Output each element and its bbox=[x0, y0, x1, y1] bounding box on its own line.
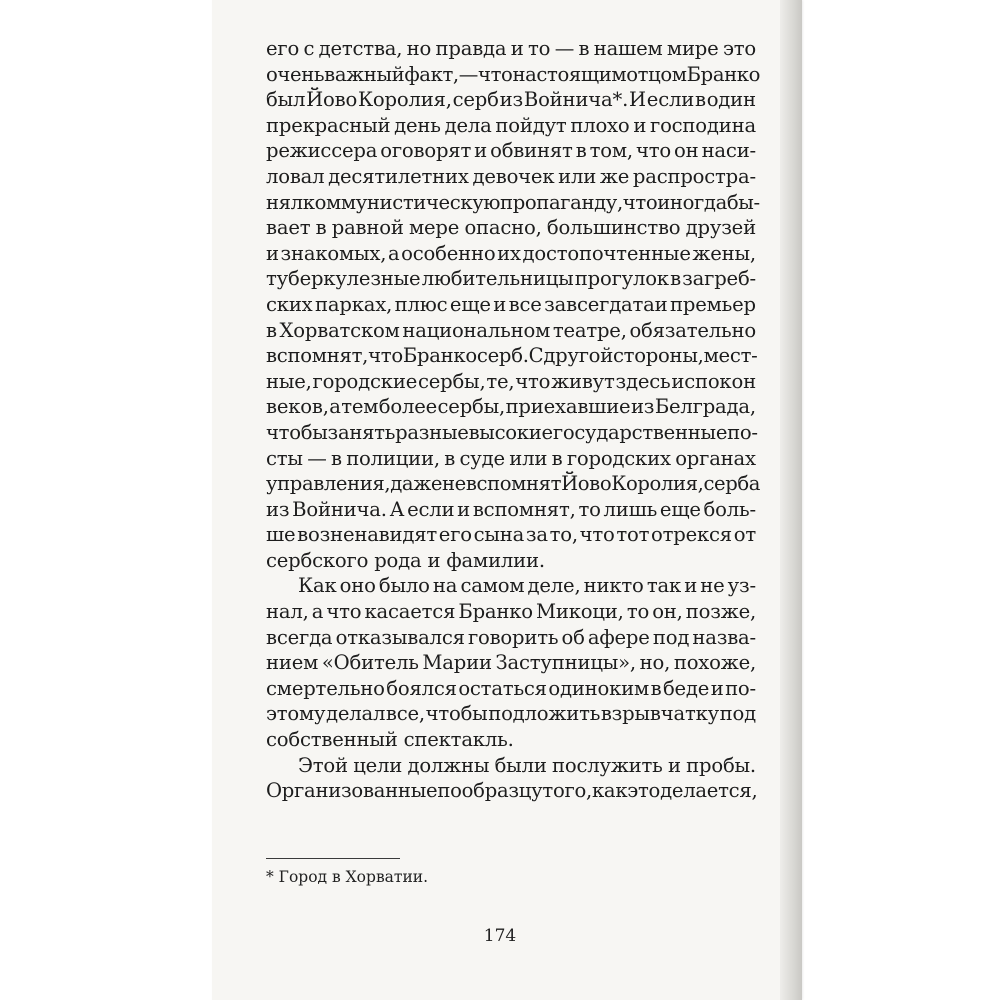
word: еще bbox=[449, 292, 491, 316]
text-line bbox=[266, 394, 756, 420]
word: от bbox=[733, 523, 756, 547]
word: за bbox=[525, 523, 548, 547]
word: обязательно bbox=[629, 318, 756, 342]
word: Войнича*. bbox=[523, 88, 629, 112]
word: в bbox=[551, 446, 563, 470]
word: другой bbox=[543, 344, 613, 368]
word: и bbox=[633, 113, 647, 137]
text-line bbox=[266, 420, 756, 446]
text-line bbox=[266, 778, 756, 804]
word: более bbox=[378, 395, 438, 419]
word: полиции, bbox=[346, 446, 440, 470]
word: все bbox=[508, 292, 542, 316]
text-line bbox=[266, 446, 756, 472]
paragraph-start-line bbox=[266, 573, 756, 599]
word: взрывчатку bbox=[600, 702, 719, 726]
word: назва- bbox=[692, 625, 756, 649]
word: оно bbox=[339, 574, 376, 598]
word: Марии bbox=[422, 651, 492, 675]
word: боль- bbox=[703, 497, 756, 521]
word: и bbox=[667, 753, 681, 777]
word: вспомнят, bbox=[266, 344, 369, 368]
word: ше bbox=[266, 523, 296, 547]
word: что bbox=[368, 344, 403, 368]
word: об bbox=[561, 625, 585, 649]
word: Микоци, bbox=[536, 600, 624, 624]
word: деле, bbox=[527, 574, 581, 598]
word: в bbox=[330, 446, 342, 470]
word: — bbox=[458, 62, 478, 86]
word: он, bbox=[652, 600, 683, 624]
text-line bbox=[266, 522, 756, 548]
word: плохо bbox=[570, 113, 630, 137]
word: ные, bbox=[266, 369, 312, 393]
word: то bbox=[578, 497, 601, 521]
word: послужить bbox=[552, 753, 663, 777]
word: стороны, bbox=[612, 344, 704, 368]
word: коммунистическую bbox=[302, 190, 501, 214]
word: десятилетних bbox=[328, 164, 469, 188]
word: мире bbox=[666, 37, 719, 60]
word: по bbox=[437, 779, 462, 803]
word: лишь bbox=[603, 497, 658, 521]
body-text bbox=[266, 36, 761, 804]
word: было bbox=[378, 574, 430, 598]
word: самом bbox=[460, 574, 525, 598]
word: С bbox=[528, 344, 544, 368]
word: их bbox=[497, 241, 521, 265]
word: пропаганду, bbox=[500, 190, 623, 214]
word: господина bbox=[650, 113, 756, 137]
word: — bbox=[554, 37, 575, 60]
word: то, bbox=[549, 523, 578, 547]
page-number: 174 bbox=[483, 926, 517, 946]
word: друзей bbox=[685, 216, 756, 240]
word: если bbox=[646, 88, 695, 112]
word: большинство bbox=[546, 216, 681, 240]
text-line bbox=[266, 318, 756, 344]
word: разные bbox=[395, 420, 469, 444]
word: афере bbox=[587, 625, 650, 649]
word: он bbox=[674, 139, 699, 163]
word: серба bbox=[703, 472, 761, 496]
word: из bbox=[499, 88, 523, 112]
word: но bbox=[406, 37, 432, 60]
word: режиссера bbox=[266, 139, 378, 163]
word: Йово bbox=[561, 472, 612, 496]
word: что bbox=[326, 600, 362, 624]
word: И bbox=[629, 88, 646, 112]
text-line bbox=[266, 650, 756, 676]
word: одиноким bbox=[548, 676, 650, 700]
word: мере bbox=[408, 216, 460, 240]
word: дела bbox=[444, 113, 492, 137]
word: Белграда, bbox=[654, 395, 756, 419]
word: то bbox=[626, 600, 650, 624]
word: распростра- bbox=[632, 164, 756, 188]
word: мест- bbox=[703, 344, 758, 368]
word: Этой bbox=[298, 753, 348, 777]
word: ских bbox=[266, 292, 313, 316]
word: детства, bbox=[318, 37, 403, 60]
word: должны bbox=[407, 753, 490, 777]
word: обвинят bbox=[490, 139, 573, 163]
word: даже bbox=[390, 472, 443, 496]
word: в bbox=[670, 267, 681, 291]
word: опасно, bbox=[464, 216, 542, 240]
word: государственные bbox=[552, 420, 728, 444]
word: что bbox=[622, 190, 658, 214]
word: уз- bbox=[727, 574, 756, 598]
footnote-divider bbox=[266, 858, 400, 859]
word: Бранко bbox=[686, 62, 761, 86]
word: вспомнят bbox=[465, 472, 562, 496]
word: чтобы bbox=[425, 702, 488, 726]
word: были bbox=[494, 753, 547, 777]
word: достопочтенные bbox=[522, 241, 691, 265]
word: не bbox=[700, 574, 725, 598]
word: Заступницы», bbox=[495, 651, 636, 675]
word: похоже, bbox=[673, 651, 756, 675]
word: туберкулезные bbox=[266, 267, 421, 291]
word: в bbox=[578, 37, 590, 60]
word: под bbox=[652, 625, 690, 649]
word: в bbox=[575, 139, 587, 163]
paragraph-end-line: сербского рода и фамилии. bbox=[266, 548, 545, 572]
word: и bbox=[493, 292, 507, 316]
word: бы- bbox=[726, 190, 760, 214]
word: его bbox=[266, 37, 300, 60]
word: отрекся bbox=[651, 523, 732, 547]
word: и bbox=[684, 574, 698, 598]
text-line bbox=[266, 164, 756, 190]
word: под bbox=[719, 702, 756, 726]
word: сербы, bbox=[437, 395, 506, 419]
word: в bbox=[315, 216, 327, 240]
text-line bbox=[266, 87, 756, 113]
word: особенно bbox=[401, 241, 496, 265]
word: те, bbox=[486, 369, 515, 393]
word: смертельно bbox=[266, 676, 385, 700]
word: и bbox=[474, 139, 488, 163]
word: же bbox=[599, 164, 630, 188]
word: веков, bbox=[266, 395, 329, 419]
word: тем bbox=[341, 395, 379, 419]
word: всегда bbox=[266, 625, 333, 649]
word: ловал bbox=[266, 164, 325, 188]
word: то bbox=[528, 37, 551, 60]
word: так bbox=[646, 574, 682, 598]
word: в bbox=[694, 88, 706, 112]
word: говорить bbox=[467, 625, 559, 649]
word: жены, bbox=[692, 241, 756, 265]
word: плюс bbox=[394, 292, 448, 316]
word: Войнича. bbox=[292, 497, 387, 521]
word: Йово bbox=[306, 88, 358, 112]
word: если bbox=[407, 497, 455, 521]
text-line bbox=[266, 138, 756, 164]
word: факт, bbox=[404, 62, 459, 86]
text-line bbox=[266, 701, 756, 727]
word: настоящим bbox=[512, 62, 627, 86]
word: премьер bbox=[670, 292, 756, 316]
word: возненавидят bbox=[297, 523, 438, 547]
word: или bbox=[509, 446, 548, 470]
word: и bbox=[266, 241, 279, 265]
word: театре, bbox=[552, 318, 627, 342]
text-line bbox=[266, 215, 756, 241]
word: его bbox=[438, 523, 472, 547]
word: прогулок bbox=[574, 267, 669, 291]
text-line bbox=[266, 676, 756, 702]
footnote: * Город в Хорватии. bbox=[266, 868, 429, 886]
word: городские bbox=[312, 369, 418, 393]
word: и bbox=[457, 497, 471, 521]
text-line bbox=[266, 343, 756, 369]
word: управления, bbox=[266, 472, 391, 496]
word: Хорватском bbox=[279, 318, 400, 342]
word: это bbox=[722, 37, 756, 60]
word: из bbox=[266, 497, 290, 521]
paragraph-start-line bbox=[266, 753, 756, 779]
word: нием bbox=[266, 651, 319, 675]
word: — bbox=[307, 446, 327, 470]
word: здесь bbox=[615, 369, 671, 393]
word: остаться bbox=[458, 676, 547, 700]
word: с bbox=[303, 37, 315, 60]
word: образцу bbox=[461, 779, 543, 803]
text-line bbox=[266, 62, 761, 88]
word: Королия, bbox=[611, 472, 704, 496]
word: подложить bbox=[488, 702, 601, 726]
text-line bbox=[266, 625, 756, 651]
word: а bbox=[388, 241, 400, 265]
word: важный bbox=[324, 62, 405, 86]
word: пробы. bbox=[686, 753, 756, 777]
word: любительницы bbox=[421, 267, 574, 291]
word: боялся bbox=[386, 676, 457, 700]
word: или bbox=[558, 164, 597, 188]
word: а bbox=[329, 395, 341, 419]
word: органах bbox=[675, 446, 756, 470]
word: а bbox=[311, 600, 324, 624]
word: отцом bbox=[626, 62, 687, 86]
word: завсегдатаи bbox=[544, 292, 668, 316]
word: еще bbox=[659, 497, 701, 521]
word: в bbox=[650, 676, 662, 700]
word: испокон bbox=[671, 369, 756, 393]
word: что bbox=[515, 369, 551, 393]
text-line bbox=[266, 241, 756, 267]
text-line bbox=[266, 292, 756, 318]
word: парках, bbox=[315, 292, 393, 316]
word: прекрасный bbox=[266, 113, 391, 137]
text-line bbox=[266, 113, 756, 139]
text-line bbox=[266, 190, 760, 216]
word: все, bbox=[385, 702, 425, 726]
word: девочек bbox=[472, 164, 555, 188]
text-line bbox=[266, 36, 756, 62]
word: сербы, bbox=[417, 369, 486, 393]
word: что bbox=[635, 139, 671, 163]
word: том, bbox=[589, 139, 633, 163]
text-line bbox=[266, 599, 756, 625]
word: и bbox=[710, 676, 724, 700]
word: делается, bbox=[660, 779, 758, 803]
text-line bbox=[266, 497, 756, 523]
word: в bbox=[266, 318, 277, 342]
word: суде bbox=[459, 446, 505, 470]
word: и bbox=[510, 37, 524, 60]
word: «Обитель bbox=[321, 651, 419, 675]
word: тот bbox=[616, 523, 650, 547]
word: равной bbox=[331, 216, 404, 240]
word: приехавшие bbox=[505, 395, 631, 419]
word: по- bbox=[725, 676, 756, 700]
word: из bbox=[630, 395, 655, 419]
text-line bbox=[266, 369, 756, 395]
word: но, bbox=[639, 651, 671, 675]
word: вспомнят, bbox=[472, 497, 576, 521]
word: никто bbox=[583, 574, 644, 598]
word: национальном bbox=[402, 318, 551, 342]
word: в bbox=[444, 446, 456, 470]
text-line bbox=[266, 266, 756, 292]
word: городских bbox=[566, 446, 671, 470]
word: на bbox=[432, 574, 458, 598]
word: занять bbox=[327, 420, 396, 444]
word: Организованные bbox=[266, 779, 438, 803]
word: был bbox=[266, 88, 306, 112]
word: что bbox=[478, 62, 513, 86]
word: серб bbox=[452, 88, 499, 112]
word: сты bbox=[266, 446, 303, 470]
word: нал, bbox=[266, 600, 309, 624]
word: делал bbox=[326, 702, 386, 726]
word: беде bbox=[662, 676, 710, 700]
page-edge-shadow bbox=[780, 0, 802, 1000]
word: день bbox=[394, 113, 441, 137]
word: иногда bbox=[657, 190, 727, 214]
word: высокие bbox=[468, 420, 553, 444]
word: очень bbox=[266, 62, 325, 86]
word: Королия, bbox=[357, 88, 452, 112]
word: вает bbox=[266, 216, 311, 240]
word: Бранко bbox=[402, 344, 477, 368]
word: А bbox=[389, 497, 405, 521]
word: как bbox=[591, 779, 628, 803]
word: касается bbox=[364, 600, 456, 624]
word: живут bbox=[551, 369, 615, 393]
word: позже, bbox=[685, 600, 756, 624]
word: серб. bbox=[476, 344, 529, 368]
word: наси- bbox=[701, 139, 756, 163]
paragraph-end-line: собственный спектакль. bbox=[266, 728, 514, 752]
word: отказывался bbox=[335, 625, 465, 649]
word: этому bbox=[266, 702, 326, 726]
word: оговорят bbox=[380, 139, 472, 163]
word: Как bbox=[298, 574, 337, 598]
word: загреб- bbox=[682, 267, 756, 291]
word: цели bbox=[353, 753, 403, 777]
word: один bbox=[706, 88, 756, 112]
word: сына bbox=[473, 523, 525, 547]
word: правда bbox=[435, 37, 507, 60]
word: нял bbox=[266, 190, 303, 214]
word: пойдут bbox=[495, 113, 567, 137]
word: чтобы bbox=[266, 420, 328, 444]
word: это bbox=[627, 779, 661, 803]
word: по- bbox=[727, 420, 758, 444]
word: знакомых, bbox=[280, 241, 387, 265]
word: не bbox=[442, 472, 466, 496]
word: того, bbox=[542, 779, 592, 803]
text-line bbox=[266, 471, 761, 497]
word: что bbox=[579, 523, 615, 547]
word: Бранко bbox=[458, 600, 533, 624]
word: нашем bbox=[593, 37, 663, 60]
